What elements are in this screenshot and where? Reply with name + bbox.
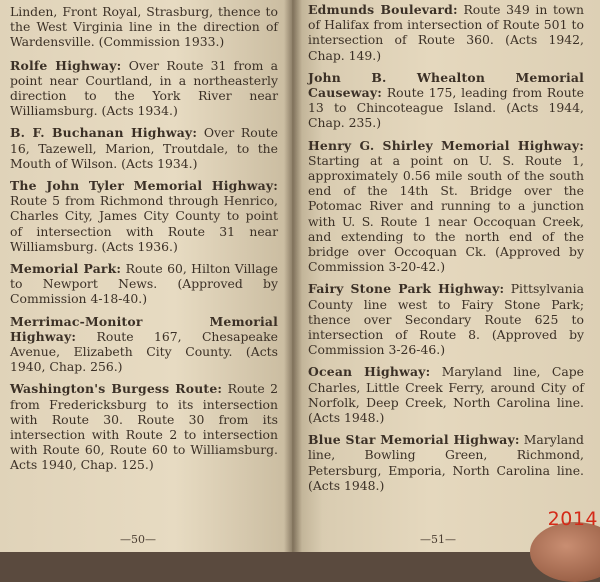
entry-ocean-highway (308, 364, 584, 425)
entry-text: Route 175, leading from Route 13 to Chincoteague Island. (Acts 1944, Chap. 235.) (308, 85, 584, 131)
entry-text: Over Route 31 from a point near Courtland, in a northeasterly direction to the York River near Williamsburg. (Acts 1934.) (10, 57, 278, 119)
entry-name: The John Tyler Memorial Highway: (10, 178, 278, 194)
right-page (292, 0, 600, 552)
entry-text: Maryland line, Cape Charles, Little Creek Ferry, around City of Norfolk, Deep Creek, North Carolina line. (Acts 1948.) (308, 364, 584, 426)
left-page (0, 0, 292, 552)
entry-whealton-causeway (308, 70, 584, 131)
entry-name: Ocean Highway: (308, 364, 431, 380)
entry-text: Route 167, Chesapeake Avenue, Elizabeth City County. (Acts 1940, Chap. 256.) (10, 328, 278, 375)
entry-text: Over Route 16, Tazewell, Marion, Troutdale, to the Mouth of Wilson. (Acts 1934.) (10, 125, 278, 171)
continuation-text: Linden, Front Royal, Strasburg, thence to the West Virginia line in the direction of Wardensville. (Commission 1933.) (10, 4, 278, 50)
entry-washington-burgess-route (10, 381, 278, 472)
entry-shirley-highway (308, 138, 584, 275)
entry-name: Washington's Burgess Route: (10, 381, 223, 397)
date-stamp: 2014 (547, 508, 598, 530)
entry-text: Pittsylvania County line west to Fairy Stone Park; thence over Secondary Route 625 to intersection of Route 8. (Approved by Commission 3-26-46.) (308, 281, 584, 358)
entry-name: John B. Whealton Memorial Causeway: (308, 69, 584, 101)
entry-name: Blue Star Memorial Highway: (308, 432, 520, 448)
entry-name: Rolfe Highway: (10, 57, 122, 73)
entry-name: Henry G. Shirley Memorial Highway: (308, 137, 584, 153)
entry-buchanan-highway (10, 125, 278, 171)
entry-text: Route 60, Hilton Village to Newport News. (Approved by Commission 4-18-40.) (10, 261, 278, 307)
entry-memorial-park (10, 261, 278, 307)
entry-name: B. F. Buchanan Highway: (10, 125, 198, 141)
entry-name: Edmunds Boulevard: (308, 2, 458, 17)
entry-fairy-stone-park-highway (308, 281, 584, 357)
entry-blue-star-highway (308, 432, 584, 493)
entry-merrimac-monitor-highway (10, 314, 278, 375)
entry-text: Starting at a point on U. S. Route 1, approximately 0.56 mile south of the south end of the 14th St. Bridge over the Potomac River and running to a junction with U. S. Route 1 near Occoquan Creek, and extending to the north end of the bridge over Occoquan Ck. (Approved by Commission 3-20-42.) (308, 152, 584, 275)
entry-name: Merrimac-Monitor Memorial Highway: (10, 313, 278, 344)
thumb (530, 522, 600, 582)
entry-text: Route 5 from Richmond through Henrico, Charles City, James City County to point of intersection with Route 31 near Williamsburg. (Acts 1936.) (10, 193, 278, 254)
entry-rolfe-highway (10, 58, 278, 119)
entry-name: Fairy Stone Park Highway: (308, 281, 505, 297)
entry-text: Route 2 from Fredericksburg to its intersection with Route 30. Route 30 from its intersection with Route 2 to intersection with Route 60, Route 60 to Williamsburg. Acts 1940, Chap. 125.) (10, 381, 278, 473)
page-number: —50— (120, 533, 156, 546)
entry-text: Route 349 in town of Halifax from intersection of Route 501 to intersection of Route 360. (Acts 1942, Chap. 149.) (308, 2, 584, 63)
entry-name: Memorial Park: (10, 261, 122, 277)
entry-edmunds-boulevard (308, 2, 584, 63)
book-gutter (284, 0, 302, 552)
entry-text: Maryland line, Bowling Green, Richmond, Petersburg, Emporia, North Carolina line. (Acts 1948.) (308, 432, 584, 493)
page-number: —51— (420, 533, 456, 546)
entry-john-tyler-highway (10, 178, 278, 254)
